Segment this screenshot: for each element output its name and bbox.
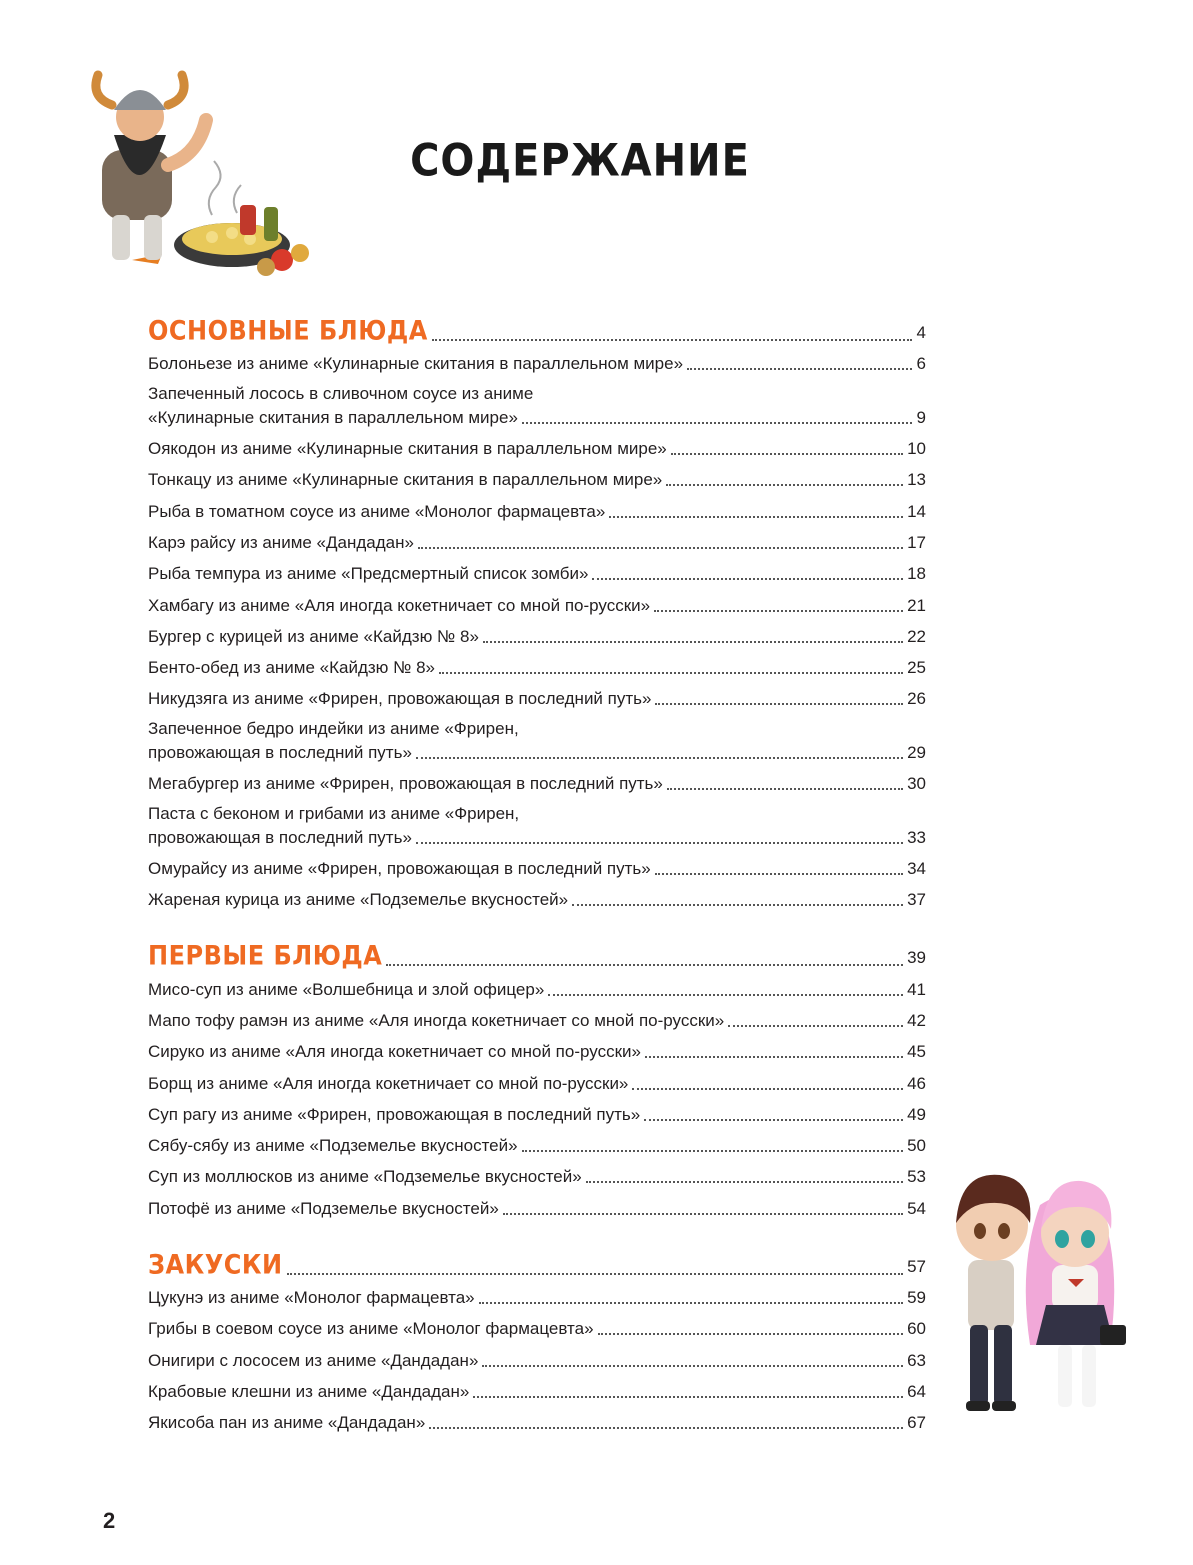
toc-entry: Тонкацу из аниме «Кулинарные скитания в параллельном мире» 13	[148, 460, 926, 491]
toc-entry: Болоньезе из аниме «Кулинарные скитания в параллельном мире» 6	[148, 344, 926, 375]
toc-entry: Мапо тофу рамэн из аниме «Аля иногда кокетничает со мной по-русски» 42	[148, 1001, 926, 1032]
toc-entry: Запеченное бедро индейки из аниме «Фрирен, провожающая в последний путь» 29	[148, 718, 926, 762]
dot-leader	[287, 1251, 904, 1275]
section-header	[148, 925, 926, 972]
toc-entry: Онигири с лососем из аниме «Дандадан» 63	[148, 1340, 926, 1371]
toc-section-main-dishes	[148, 300, 926, 911]
section-header	[148, 300, 926, 347]
toc-entry: Рыба в томатном соусе из аниме «Монолог фармацевта» 14	[148, 491, 926, 522]
toc-entry: Хамбагу из аниме «Аля иногда кокетничает со мной по-русски» 21	[148, 585, 926, 616]
toc-entry: Грибы в соевом соусе из аниме «Монолог фармацевта» 60	[148, 1309, 926, 1340]
section-title: ПЕРВЫЕ БЛЮДА	[148, 940, 383, 972]
viking-cook-illustration	[72, 55, 332, 285]
section-header	[148, 1234, 926, 1278]
table-of-contents	[148, 300, 926, 1448]
toc-entry: Омурайсу из аниме «Фрирен, провожающая в последний путь» 34	[148, 849, 926, 880]
toc-entry: Борщ из аниме «Аля иногда кокетничает со мной по-русски» 46	[148, 1063, 926, 1094]
toc-entry: Сябу-сябу из аниме «Подземелье вкусностей» 50	[148, 1126, 926, 1157]
toc-entry: Оякодон из аниме «Кулинарные скитания в параллельном мире» 10	[148, 429, 926, 460]
page-number: 2	[103, 1508, 116, 1533]
section-page: 39	[907, 948, 926, 968]
dot-leader	[432, 317, 912, 341]
toc-entry: Мегабургер из аниме «Фрирен, провожающая в последний путь» 30	[148, 764, 926, 795]
anime-characters-illustration	[940, 1165, 1140, 1425]
toc-entry: Якисоба пан из аниме «Дандадан» 67	[148, 1403, 926, 1434]
toc-entry: Паста с беконом и грибами из аниме «Фрирен, провожающая в последний путь» 33	[148, 803, 926, 847]
toc-entry: Бенто-обед из аниме «Кайдзю № 8» 25	[148, 648, 926, 679]
toc-entry: Суп рагу из аниме «Фрирен, провожающая в последний путь» 49	[148, 1095, 926, 1126]
dot-leader	[386, 942, 903, 966]
toc-section-first-courses	[148, 925, 926, 1219]
section-title: ЗАКУСКИ	[148, 1248, 283, 1280]
toc-entry: Сируко из аниме «Аля иногда кокетничает со мной по-русски» 45	[148, 1032, 926, 1063]
section-page: 57	[907, 1256, 926, 1276]
toc-entry: Карэ райсу из аниме «Дандадан» 17	[148, 523, 926, 554]
toc-entry: Никудзяга из аниме «Фрирен, провожающая в последний путь» 26	[148, 679, 926, 710]
toc-entry: Жареная курица из аниме «Подземелье вкусностей» 37	[148, 880, 926, 911]
page-title: СОДЕРЖАНИЕ	[410, 135, 750, 187]
toc-entry: Цукунэ из аниме «Монолог фармацевта» 59	[148, 1278, 926, 1309]
section-title: ОСНОВНЫЕ БЛЮДА	[148, 314, 428, 347]
toc-entry: Бургер с курицей из аниме «Кайдзю № 8» 22	[148, 617, 926, 648]
section-page: 4	[916, 323, 926, 342]
toc-entry: Крабовые клешни из аниме «Дандадан» 64	[148, 1372, 926, 1403]
toc-section-appetizers	[148, 1234, 926, 1434]
toc-entry: Потофё из аниме «Подземелье вкусностей» 54	[148, 1188, 926, 1219]
toc-entry: Запеченный лосось в сливочном соусе из аниме «Кулинарные скитания в параллельном мире» 9	[148, 383, 926, 427]
toc-entry: Мисо-суп из аниме «Волшебница и злой офицер» 41	[148, 969, 926, 1000]
toc-entry: Рыба темпура из аниме «Предсмертный список зомби» 18	[148, 554, 926, 585]
toc-entry: Суп из моллюсков из аниме «Подземелье вкусностей» 53	[148, 1157, 926, 1188]
